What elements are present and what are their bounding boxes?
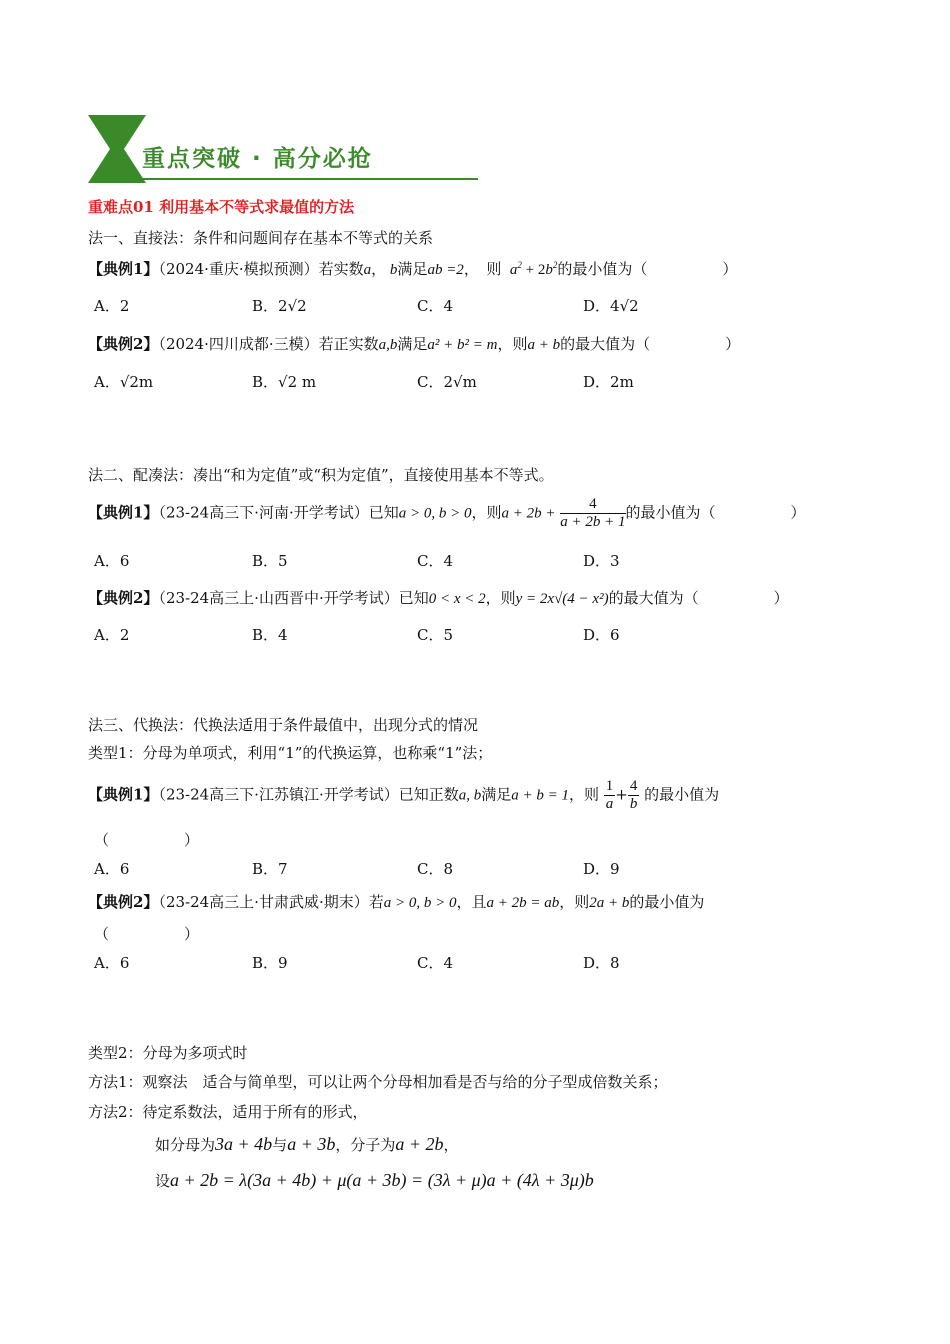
option-d: D．6 [583,626,620,644]
option-d: D．9 [583,860,620,878]
answer-paren: （ ） [94,831,200,849]
method3-heading: 法三、代换法：代换法适用于条件最值中，出现分式的情况 [88,716,479,734]
m3-ex2: 【典例2】（23-24高三上·甘肃武威·期末）若a > 0, b > 0，且a + 2b = ab，则2a + b的最小值为 [88,893,705,911]
m3-ex1: 【典例1】（23-24高三下·江苏镇江·开学考试）已知正数a, b满足a + b = 1，则 $\frac{1}{a}$ + $\frac{4}{b}$ 的最小值为 [88,778,720,812]
option-a: A．6 [94,552,130,570]
option-c: C．4 [417,297,454,315]
banner-title: 重点突破 · 高分必抢 [142,146,373,172]
option-a: A．√2m [94,373,154,391]
way2-text: 方法2：待定系数法，适用于所有的形式， [88,1103,368,1121]
example-line1: 如分母为3a + 4b与a + 3b，分子为a + 2b， [155,1134,459,1154]
m1-ex1: 【典例1】（2024·重庆·模拟预测）若实数a， b满足ab =2， 则 $a^2 + 2b^2$的最小值为（ ） [88,260,738,278]
option-b: B．9 [252,954,288,972]
answer-paren: （ ） [94,925,200,943]
option-d: D．3 [583,552,620,570]
type1-text: 类型1：分母为单项式，利用“1”的代换运算，也称乘“1”法； [88,744,493,762]
option-a: A．2 [94,626,130,644]
option-b: B．7 [252,860,288,878]
option-c: C．5 [417,626,454,644]
option-a: A．6 [94,860,130,878]
option-c: C．4 [417,552,454,570]
type2-text: 类型2：分母为多项式时 [88,1044,248,1062]
method2-heading: 法二、配凑法：凑出“和为定值”或“积为定值”，直接使用基本不等式。 [88,466,554,484]
option-c: C．2√m [417,373,477,391]
m1-ex2: 【典例2】（2024·四川成都·三模）若正实数a,b满足a² + b² = m，则a + b的最大值为（ ） [88,335,741,353]
banner-shape-icon [88,115,146,183]
option-d: D．8 [583,954,620,972]
option-b: B．4 [252,626,288,644]
example-tag: 【典例1】 [88,260,159,278]
condition: ab =2 [427,262,464,278]
option-d: D．2m [583,373,634,391]
option-a: A．2 [94,297,130,315]
option-b: B．√2 m [252,373,317,391]
option-c: C．4 [417,954,454,972]
m2-ex1: 【典例1】（23-24高三下·河南·开学考试）已知a > 0, b > 0，则a + 2b + $\frac{4}{a + 2b + 1}$ 的最小值为（ ） [88,496,806,530]
m2-ex2: 【典例2】（23-24高三上·山西晋中·开学考试）已知0 < x < 2，则y = 2x√(4 − x²)的最大值为（ ） [88,589,789,607]
option-c: C．8 [417,860,454,878]
formula: a + 2b = λ(3a + 4b) + μ(a + 3b) = (3λ + μ)a + (4λ + 3μ)b [170,1170,594,1190]
option-d: D．4√2 [583,297,639,315]
option-a: A．6 [94,954,130,972]
way1-text: 方法1：观察法 适合与简单型，可以让两个分母相加看是否与给的分子型成倍数关系； [88,1073,668,1091]
example-line2: 设a + 2b = λ(3a + 4b) + μ(a + 3b) = (3λ + μ)a + (4λ + 3μ)b [155,1170,594,1190]
option-b: B．5 [252,552,288,570]
option-b: B．2√2 [252,297,307,315]
method1-heading: 法一、直接法：条件和问题间存在基本不等式的关系 [88,229,434,247]
section-title: 重难点01 利用基本不等式求最值的方法 [88,198,355,216]
